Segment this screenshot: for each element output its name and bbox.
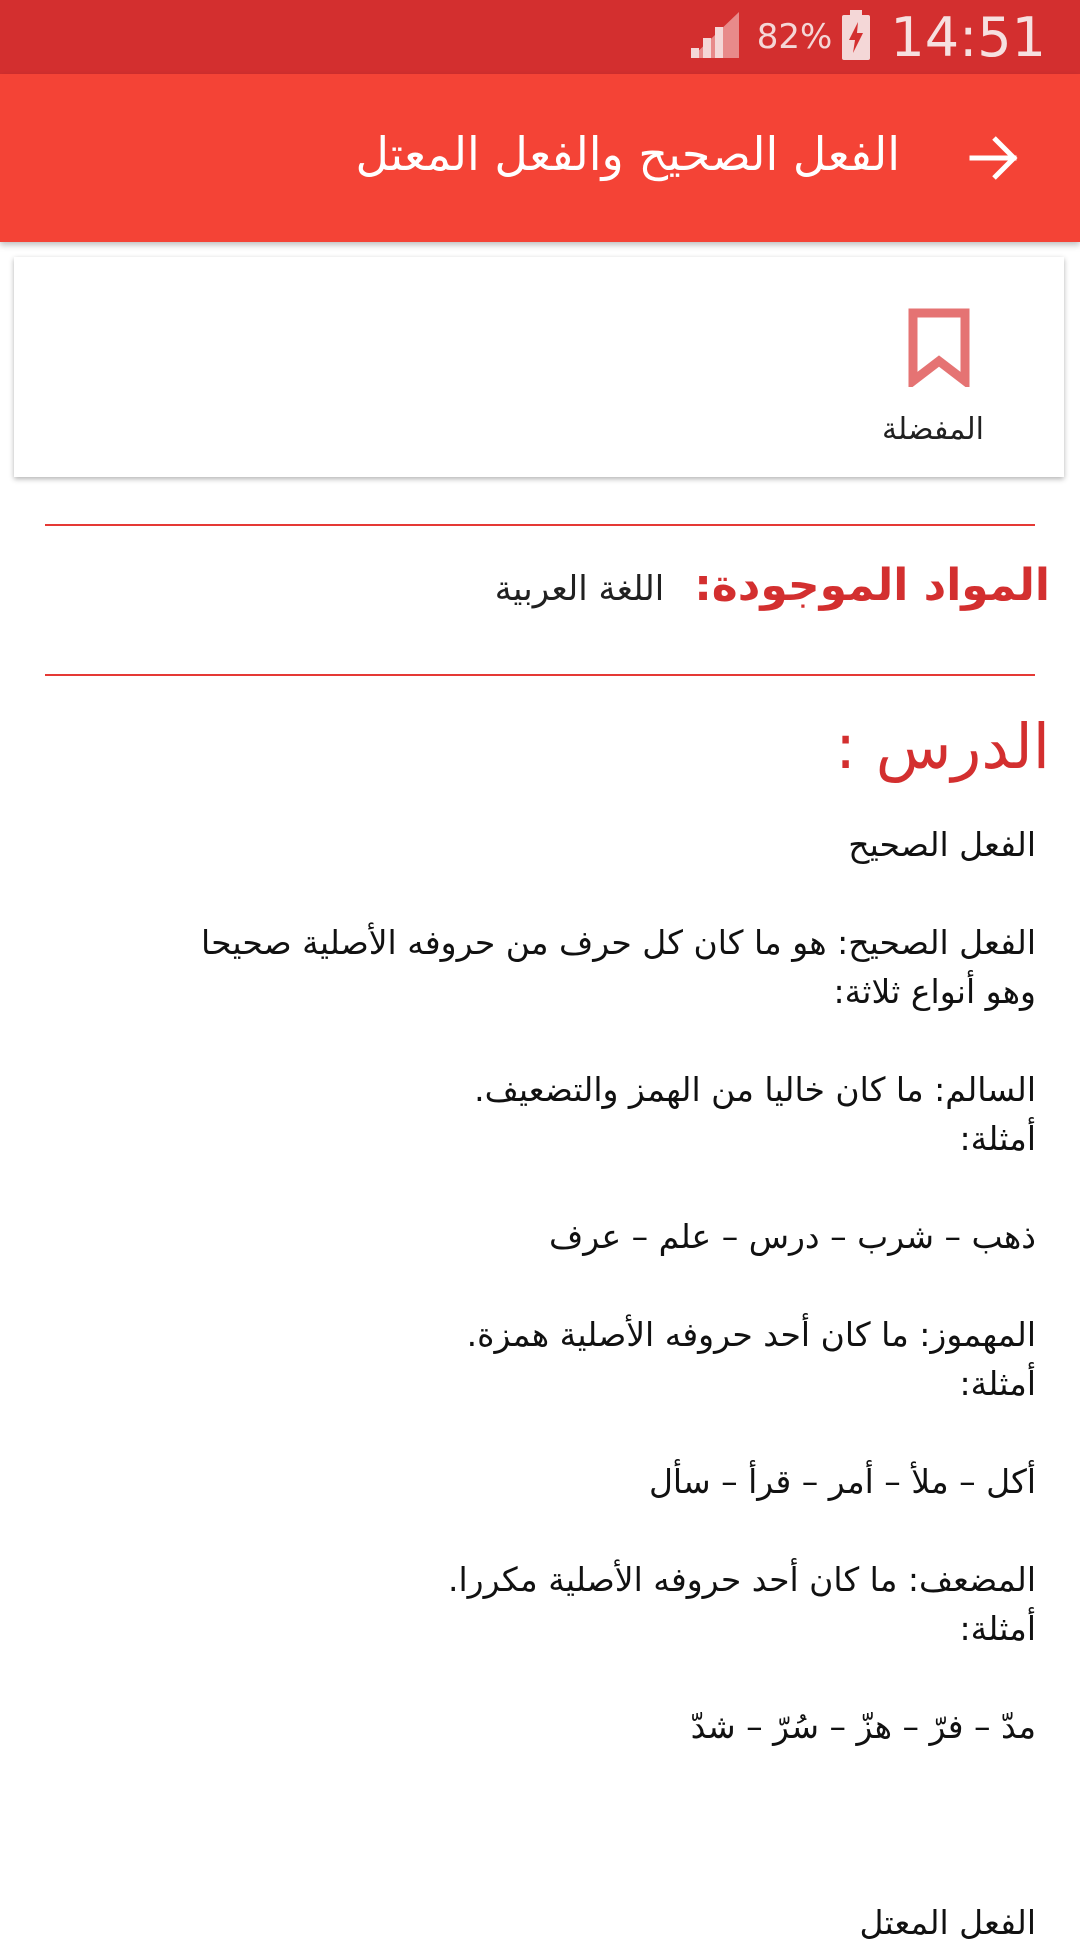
favorites-card[interactable]: [14, 257, 1064, 477]
lesson-line: مدّ – فرّ – هزّ – سُرّ – شدّ: [690, 1707, 1036, 1746]
app-bar: [0, 74, 1080, 242]
lesson-line: [76, 1261, 1036, 1310]
lesson-line: المهموز: ما كان أحد حروفه الأصلية همزة.: [466, 1315, 1036, 1354]
lesson-line: [76, 1506, 1036, 1555]
status-bar: [0, 0, 1080, 74]
lesson-line: المضعف: ما كان أحد حروفه الأصلية مكررا.: [448, 1560, 1036, 1599]
favorites-label: المفضلة: [881, 412, 984, 447]
lesson-line: [76, 869, 1036, 918]
subjects-value: اللغة العربية: [494, 569, 665, 609]
bookmark-icon[interactable]: [899, 307, 979, 387]
lesson-line: أكل – ملأ – أمر – قرأ – سأل: [648, 1462, 1036, 1501]
lesson-line: [76, 1163, 1036, 1212]
status-icons: [691, 0, 1046, 74]
divider: [45, 524, 1035, 526]
lesson-line: السالم: ما كان خاليا من الهمز والتضعيف.: [474, 1070, 1036, 1109]
clock: 14:51: [890, 5, 1046, 69]
lesson-line: وهو أنواع ثلاثة:: [833, 972, 1036, 1011]
lesson-line: [76, 1751, 1036, 1800]
lesson-line: الفعل الصحيح: [848, 825, 1036, 864]
signal-icon: [691, 12, 739, 62]
battery-charging-icon: [842, 10, 870, 64]
lesson-line: أمثلة:: [959, 1609, 1036, 1648]
lesson-line: الفعل الصحيح: هو ما كان كل حرف من حروفه الأصلية صحيحا: [201, 923, 1036, 962]
lesson-line: [76, 1408, 1036, 1457]
lesson-line: [76, 1800, 1036, 1849]
lesson-heading: الدرس :: [835, 710, 1050, 783]
subjects-row: [495, 560, 1050, 611]
lesson-line: ذهب – شرب – درس – علم – عرف: [549, 1217, 1036, 1256]
page-title: الفعل الصحيح والفعل المعتل: [355, 127, 900, 181]
lesson-line: [76, 1849, 1036, 1898]
lesson-body: [76, 820, 1036, 1947]
lesson-line: أمثلة:: [959, 1119, 1036, 1158]
lesson-line: [76, 1016, 1036, 1065]
divider: [45, 674, 1035, 676]
subjects-label: المواد الموجودة:: [694, 560, 1050, 611]
arrow-right-icon[interactable]: [966, 130, 1022, 186]
lesson-line: الفعل المعتل: [859, 1903, 1036, 1942]
battery-percent: 82%: [756, 17, 833, 57]
lesson-line: [76, 1653, 1036, 1702]
lesson-line: أمثلة:: [959, 1364, 1036, 1403]
